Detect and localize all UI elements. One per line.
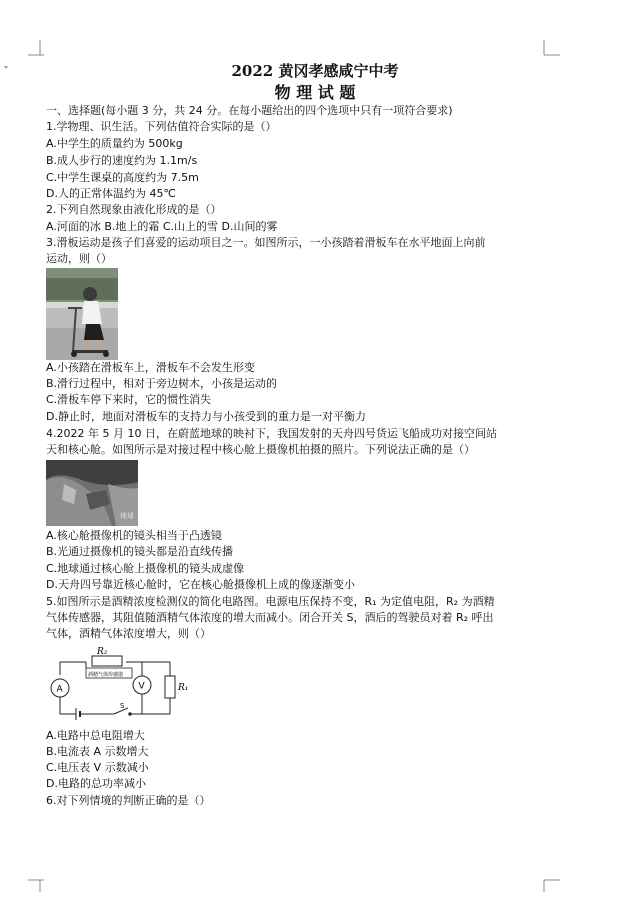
circuit-diagram — [46, 642, 196, 724]
question-3-option: C.滑板车停下来时，它的惯性消失 — [46, 393, 212, 406]
question-2-stem: 2.下列自然现象由液化形成的是（） — [46, 203, 222, 216]
question-1-option: A.中学生的质量约为 500kg — [46, 137, 183, 150]
question-3-option: A.小孩踏在滑板车上，滑板车不会发生形变 — [46, 361, 255, 374]
question-3-stem: 运动，则（） — [46, 252, 112, 265]
question-3-option: D.静止时，地面对滑板车的支持力与小孩受到的重力是一对平衡力 — [46, 410, 366, 423]
question-5-option: B.电流表 A 示数增大 — [46, 745, 149, 758]
question-5-option: C.电压表 V 示数减小 — [46, 761, 149, 774]
question-5-option: D.电路的总功率减小 — [46, 777, 146, 790]
question-4-option: A.核心舱摄像机的镜头相当于凸透镜 — [46, 529, 222, 542]
switch-label: S — [120, 702, 125, 710]
r2-label: R₂ — [97, 647, 108, 657]
page-subtitle: 物 理 试 题 — [274, 83, 356, 102]
docking-photo — [46, 460, 138, 526]
question-3-option: B.滑行过程中，相对于旁边树木，小孩是运动的 — [46, 377, 278, 390]
question-4-option: C.地球通过核心舱上摄像机的镜头成虚像 — [46, 562, 245, 575]
question-5-stem: 5.如图所示是酒精浓度检测仪的简化电路图。电源电压保持不变，R₁ 为定值电阻，R₂ 为酒精 — [46, 595, 495, 608]
question-5-stem: 气体，酒精气体浓度增大，则（） — [46, 627, 211, 640]
question-5-option: A.电路中总电阻增大 — [46, 729, 145, 742]
question-1-option: B.成人步行的速度约为 1.1m/s — [46, 154, 198, 167]
question-4-option: D.天舟四号靠近核心舱时，它在核心舱摄像机上成的像逐渐变小 — [46, 578, 355, 591]
scooter-photo — [46, 268, 118, 360]
question-4-option: B.光通过摄像机的镜头都是沿直线传播 — [46, 545, 234, 558]
question-6-stem: 6.对下列情境的判断正确的是（） — [46, 794, 211, 807]
voltmeter-label: V — [138, 681, 145, 692]
page-title: 2022 黄冈孝感咸宁中考 — [231, 62, 399, 80]
question-2-option: A.河面的冰 B.地上的霜 C.山上的雪 D.山间的雾 — [46, 220, 278, 233]
earth-label: 地球 — [120, 512, 134, 520]
question-4-stem: 天和核心舱。如图所示是对接过程中核心舱上摄像机拍摄的照片。下列说法正确的是（） — [46, 443, 475, 456]
ammeter-label: A — [56, 684, 63, 695]
question-4-stem: 4.2022 年 5 月 10 日，在蔚蓝地球的映衬下，我国发射的天舟四号货运飞船成功对接空间站 — [46, 427, 497, 440]
question-1-stem: 1.学物理、识生活。下列估值符合实际的是（） — [46, 120, 277, 133]
r1-label: R₁ — [178, 683, 189, 693]
section-heading: 一、选择题(每小题 3 分，共 24 分。在每小题给出的四个选项中只有一项符合要求) — [46, 104, 453, 117]
question-3-stem: 3.滑板运动是孩子们喜爱的运动项目之一。如图所示，一小孩踏着滑板车在水平地面上向前 — [46, 236, 486, 249]
question-1-option: D.人的正常体温约为 45℃ — [46, 187, 176, 200]
question-5-stem: 气体传感器，其阻值随酒精气体浓度的增大而减小。闭合开关 S，酒后的驾驶员对着 R₂ 呼出 — [46, 611, 494, 624]
question-1-option: C.中学生课桌的高度约为 7.5m — [46, 171, 199, 184]
sensor-label: 酒精气体传感器 — [88, 672, 124, 678]
